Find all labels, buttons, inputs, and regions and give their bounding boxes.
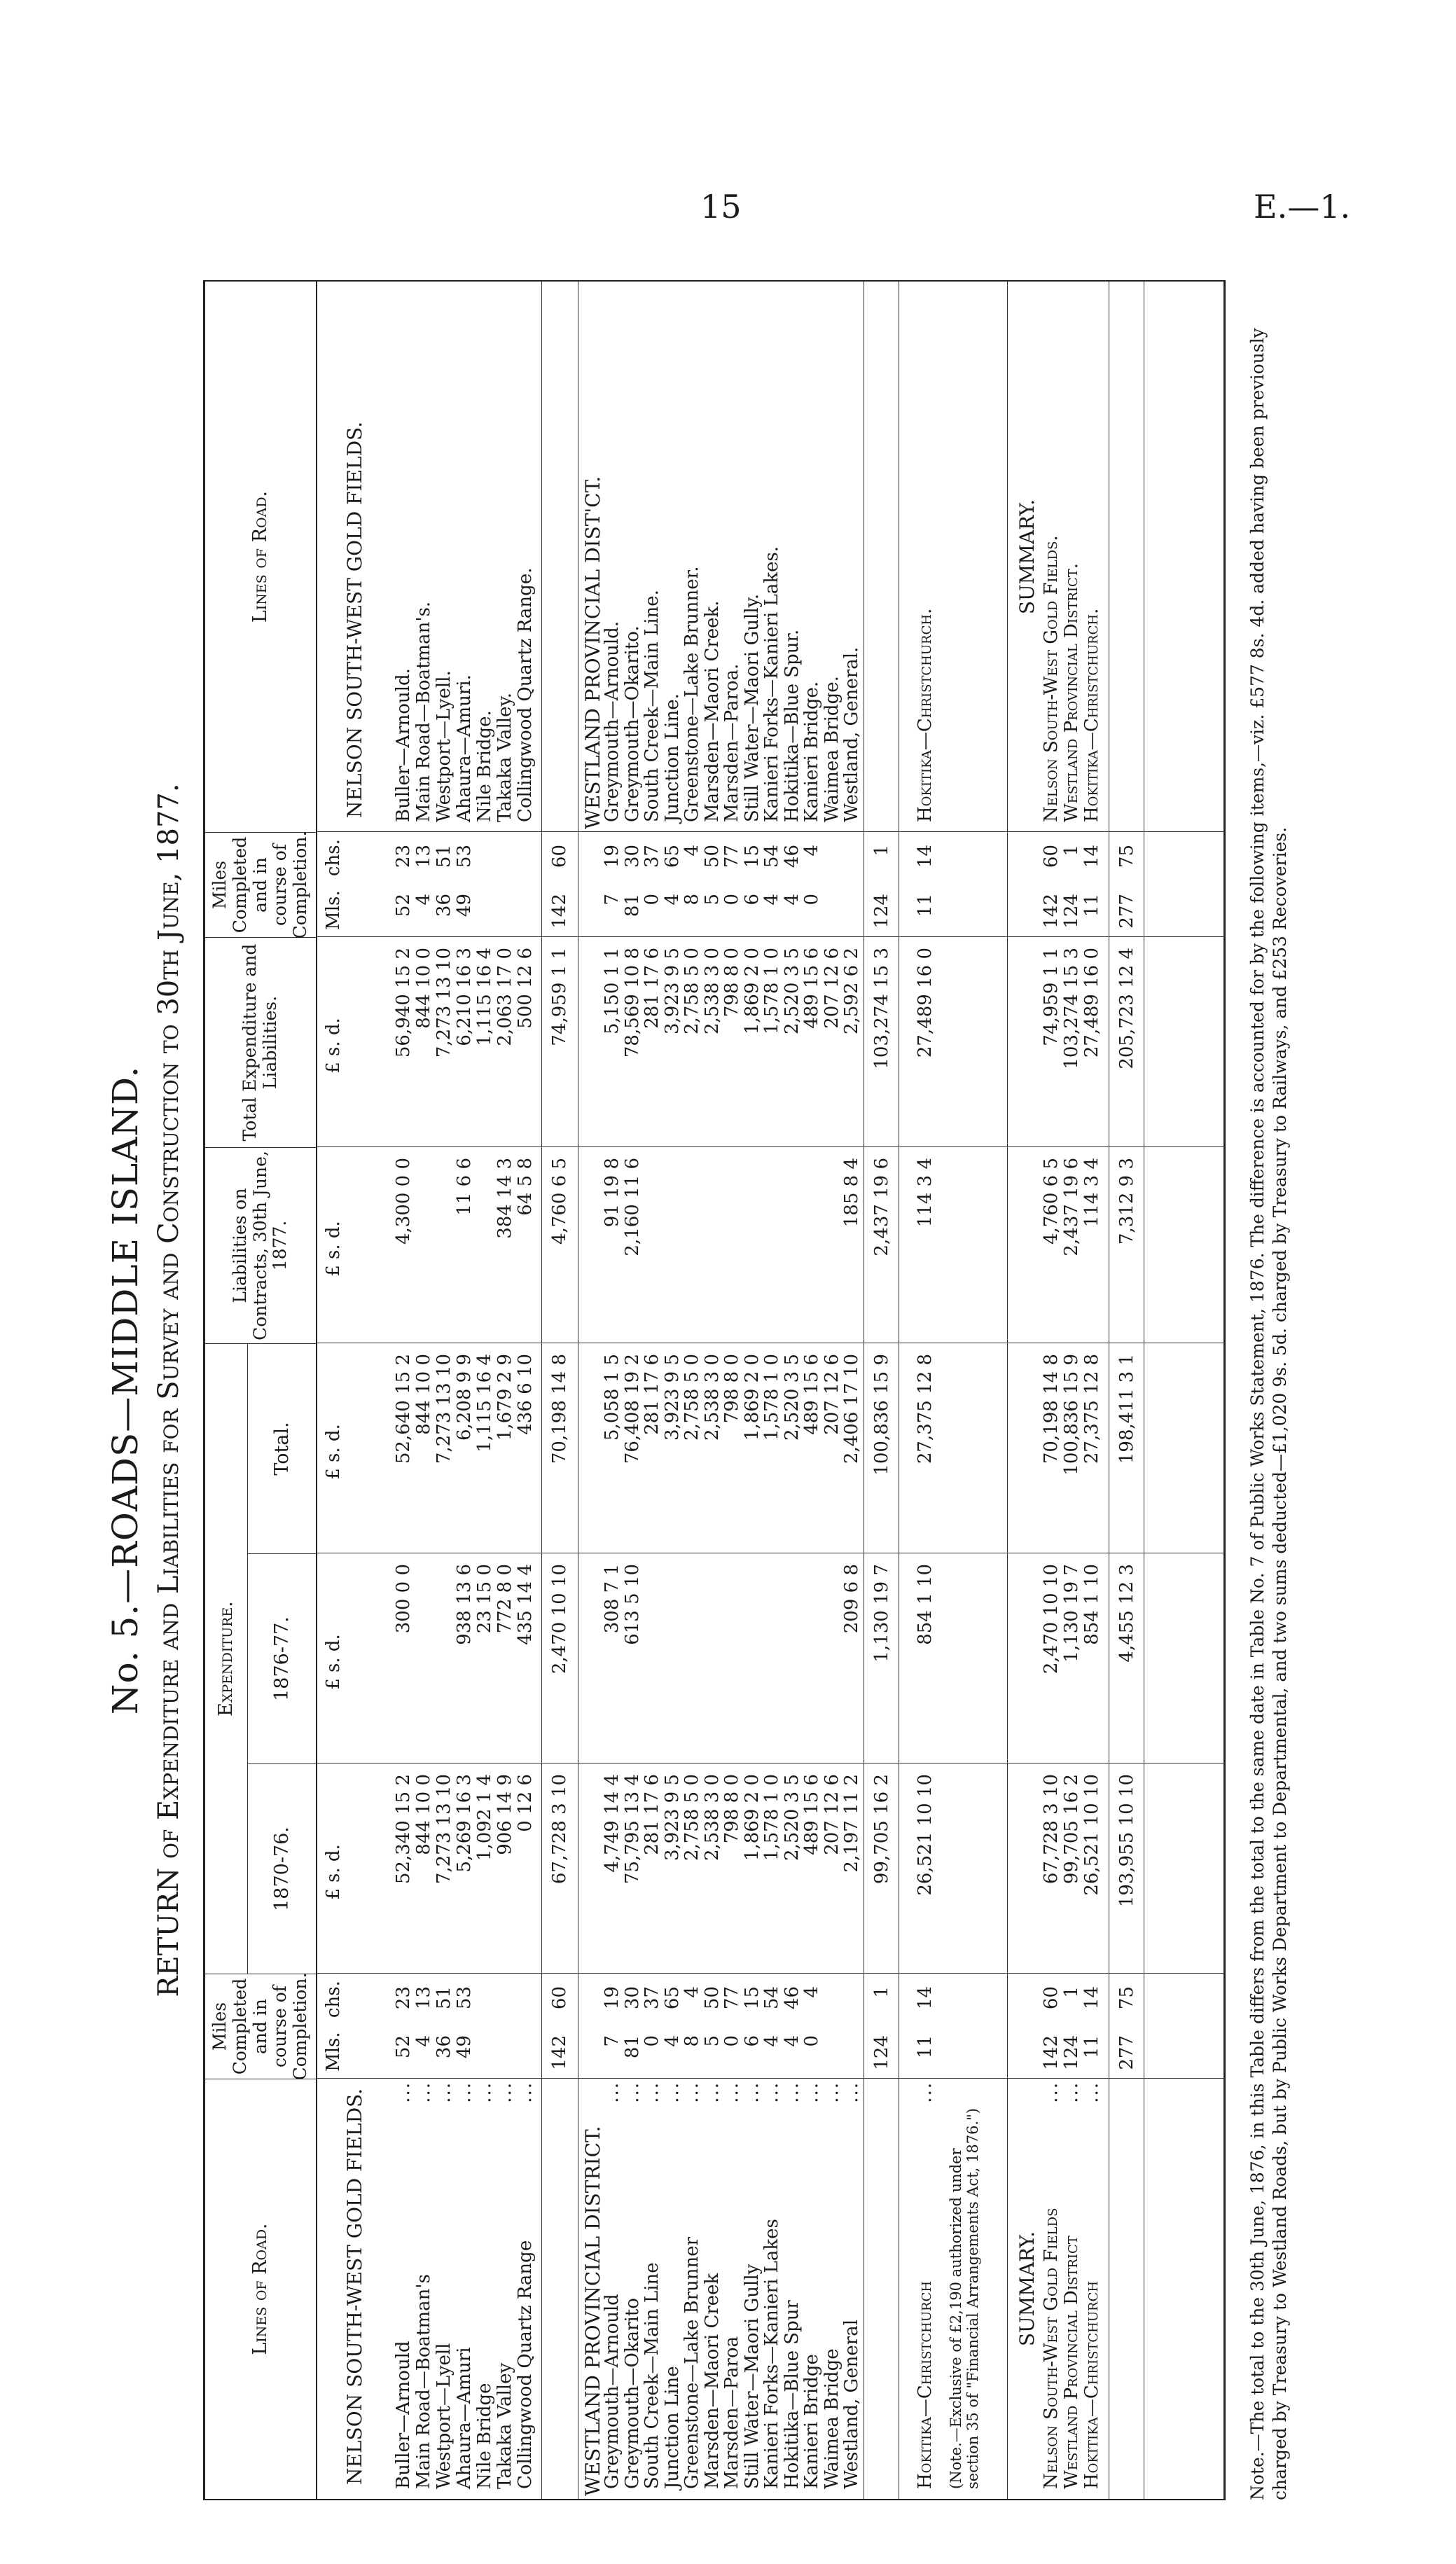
miles-right: 0: [801, 894, 822, 906]
miles: 0: [721, 2035, 742, 2047]
exp-total: 2,406 17 10: [841, 1354, 862, 1464]
chains-right: 53: [454, 845, 475, 868]
miles: 36: [434, 2035, 455, 2059]
chains-right: 75: [1116, 845, 1137, 868]
row-name: Waimea Bridge ...: [821, 2081, 843, 2489]
row-name: Collingwood Quartz Range ...: [515, 2081, 536, 2489]
table-row: [663, 282, 682, 2499]
chains-right: 14: [1081, 845, 1102, 868]
exp-total: 100,836 15 9: [871, 1354, 892, 1476]
exp-1870-76: 7,273 13 10: [434, 1774, 455, 1885]
exp-total: 6,208 9 9: [454, 1354, 475, 1441]
row-name-right: Hokitika—Christchurch.: [1081, 608, 1102, 822]
miles: 7: [602, 2035, 623, 2047]
miles-right: 5: [701, 894, 723, 906]
total-exp-liab: 1,578 1 0: [761, 948, 782, 1035]
liabilities: 2,160 11 6: [621, 1158, 643, 1256]
rotated-table-page: [98, 280, 1345, 2500]
row-name-right: South Creek—Main Line.: [642, 590, 663, 822]
exp-total: 798 8 0: [721, 1354, 742, 1424]
exp-1870-76: 75,795 13 4: [621, 1774, 643, 1885]
summary-heading-row: SUMMARY. SUMMARY.: [1015, 499, 1039, 2347]
table-row: [723, 282, 742, 2499]
exp-total: 52,640 15 2: [393, 1354, 414, 1464]
exp-total: 436 6 10: [515, 1354, 536, 1435]
chains-right: 23: [393, 845, 414, 868]
exp-1870-76: 2,758 5 0: [681, 1774, 702, 1862]
chains: 1: [1061, 1986, 1082, 1998]
page-number: 15: [700, 188, 742, 226]
exp-1870-76: 193,955 10 10: [1116, 1774, 1137, 1908]
exp-1870-76: 798 8 0: [721, 1774, 742, 1844]
chains-right: 51: [434, 845, 455, 868]
row-name-right: Greenstone—Lake Brunner.: [681, 566, 702, 822]
hokitika-note: (Note.—Exclusive of £2,190 authorized under section 35 of "Financial Arrangements Act, 1876."): [948, 2108, 981, 2489]
miles-right: 81: [621, 894, 643, 917]
exp-1876-77: 938 13 6: [454, 1564, 475, 1645]
miles-right: 6: [741, 894, 763, 906]
total-exp-liab: 489 15 6: [801, 948, 822, 1029]
row-name-right: Marsden—Maori Creek.: [701, 600, 723, 822]
table-row: [803, 282, 821, 2499]
row-name-right: Kanieri Forks—Kanieri Lakes.: [761, 546, 782, 822]
chains: 60: [549, 1986, 570, 2010]
chains: 50: [701, 1986, 723, 2010]
total-exp-liab: 500 12 6: [515, 948, 536, 1029]
exp-total: 1,869 2 0: [741, 1354, 763, 1441]
exp-1876-77: 435 14 4: [515, 1564, 536, 1645]
miles-right: 124: [871, 894, 892, 929]
miles: 142: [549, 2035, 570, 2070]
table-row: [823, 282, 842, 2499]
chains-right: 30: [621, 845, 643, 868]
miles-right: 4: [661, 894, 683, 906]
chains-right: 19: [602, 845, 623, 868]
hokitika-row: [916, 282, 935, 2499]
row-name: Westland Provincial District ...: [1061, 2081, 1082, 2489]
exp-total: 70,198 14 8: [549, 1354, 570, 1464]
exp-total: 70,198 14 8: [1041, 1354, 1062, 1464]
exp-1876-77: 4,455 12 3: [1116, 1564, 1137, 1663]
exp-1870-76: 67,728 3 10: [1041, 1774, 1062, 1885]
miles: 4: [661, 2035, 683, 2047]
row-name-right: Main Road—Boatman's.: [413, 601, 434, 822]
exp-1870-76: 281 17 6: [642, 1774, 663, 1855]
exp-total: 2,538 3 0: [701, 1354, 723, 1441]
row-name: Nelson South-West Gold Fields ...: [1041, 2081, 1062, 2489]
table-row: [643, 282, 662, 2499]
exp-1870-76: 489 15 6: [801, 1774, 822, 1855]
miles-right: 11: [1081, 894, 1102, 917]
row-name-right: Still Water—Maori Gully.: [741, 593, 763, 822]
liabilities: 114 3 4: [915, 1158, 936, 1228]
roads-table: [203, 280, 1226, 2500]
miles-right: 4: [781, 894, 803, 906]
row-name: Buller—Arnould ...: [393, 2081, 414, 2489]
exp-1870-76: 0 12 6: [515, 1774, 536, 1832]
exp-total: 2,758 5 0: [681, 1354, 702, 1441]
exp-total: 1,679 2 9: [494, 1354, 515, 1441]
chains-right: 4: [681, 845, 702, 857]
row-name-right: Marsden—Paroa.: [721, 663, 742, 822]
row-name: Main Road—Boatman's ...: [413, 2081, 434, 2489]
total-exp-liab: 27,489 16 0: [1081, 948, 1102, 1058]
chains: 46: [781, 1986, 803, 2010]
units-row: Mls. chs. £ s. d. £ s. d. £ s. d. £ s. d. £ s. d. Mls. chs.: [323, 839, 344, 2072]
liabilities: 7,312 9 3: [1116, 1158, 1137, 1245]
table-row: [415, 282, 434, 2499]
row-name: Kanieri Forks—Kanieri Lakes ...: [761, 2081, 782, 2489]
document-reference: E.—1.: [1254, 188, 1351, 226]
miles: 277: [1116, 2035, 1137, 2070]
miles: 49: [454, 2035, 475, 2059]
miles: 124: [871, 2035, 892, 2070]
miles-right: 11: [915, 894, 936, 917]
miles-right: 4: [413, 894, 434, 906]
chains: 23: [393, 1986, 414, 2010]
total-exp-liab: 5,150 1 1: [602, 948, 623, 1035]
summary-total-row: [1118, 282, 1137, 2499]
total-exp-liab: 78,569 10 8: [621, 948, 643, 1058]
header-lines-of-road-right: Lines of Road.: [249, 490, 272, 623]
row-name: Greymouth—Okarito ...: [621, 2081, 643, 2489]
miles: 142: [1041, 2035, 1062, 2070]
exp-1870-76: 26,521 10 10: [915, 1774, 936, 1896]
table-row: [843, 282, 861, 2499]
exp-total: 76,408 19 2: [621, 1354, 643, 1464]
row-name-right: Greymouth—Okarito.: [621, 625, 643, 822]
exp-total: 27,375 12 8: [915, 1354, 936, 1464]
chains-right: 4: [801, 845, 822, 857]
exp-1870-76: 99,705 16 2: [871, 1774, 892, 1885]
total-exp-liab: 281 17 6: [642, 948, 663, 1029]
exp-total: 844 10 0: [413, 1354, 434, 1435]
exp-1870-76: 1,578 1 0: [761, 1774, 782, 1862]
table-row: [683, 282, 702, 2499]
miles: 6: [741, 2035, 763, 2047]
exp-1870-76: 3,923 9 5: [661, 1774, 683, 1862]
row-name-right: Nile Bridge.: [474, 710, 495, 822]
exp-1870-76: 906 14 9: [494, 1774, 515, 1855]
liabilities: 64 5 8: [515, 1158, 536, 1216]
header-total-exp-liab: Total Expenditure and Liabilities.: [205, 937, 316, 1147]
miles-right: 36: [434, 894, 455, 917]
exp-1876-77: 2,470 10 10: [549, 1564, 570, 1675]
table-row: [394, 282, 413, 2499]
exp-1870-76: 2,197 11 2: [841, 1774, 862, 1873]
row-name-right: Collingwood Quartz Range.: [515, 567, 536, 822]
chains: 65: [661, 1986, 683, 2010]
exp-1870-76: 2,520 3 5: [781, 1774, 803, 1862]
total-exp-liab: 844 10 0: [413, 948, 434, 1029]
miles-right: 0: [642, 894, 663, 906]
exp-1870-76: 207 12 6: [821, 1774, 843, 1855]
chains: 54: [761, 1986, 782, 2010]
chains-right: 37: [642, 845, 663, 868]
exp-1876-77: 209 6 8: [841, 1564, 862, 1634]
exp-1870-76: 99,705 16 2: [1061, 1774, 1082, 1885]
header-expenditure: Expenditure.: [205, 1343, 247, 1974]
liabilities: 114 3 4: [1081, 1158, 1102, 1228]
exp-1870-76: 2,538 3 0: [701, 1774, 723, 1862]
exp-1876-77: 1,130 19 7: [871, 1564, 892, 1663]
row-name-right: Westland, General.: [841, 646, 862, 822]
exp-1870-76: 844 10 0: [413, 1774, 434, 1855]
exp-total: 27,375 12 8: [1081, 1354, 1102, 1464]
chains: 15: [741, 1986, 763, 2010]
exp-1876-77: 300 0 0: [393, 1564, 414, 1634]
exp-total: 1,578 1 0: [761, 1354, 782, 1441]
chains-right: 1: [871, 845, 892, 857]
footnote: Note.—The total to the 30th June, 1876, in this Table differs from the total to the same date in Table No. 7 of Public Works Statement, 1876. The difference is accounted for by the following items,—viz. £577 8s. 4d. added having been previously charged by Treasury to Westland Roads, but by Public Works Department to Departmental, and two sums deducted—£1,020 9s. 5d. charged by Treasury to Railways, and £253 Recoveries.: [1247, 328, 1290, 2500]
row-name: Westport—Lyell ...: [434, 2081, 455, 2489]
table-body: [317, 282, 1225, 2499]
exp-total: 7,273 13 10: [434, 1354, 455, 1464]
miles: 124: [1061, 2035, 1082, 2070]
total-exp-liab: 3,923 9 5: [661, 948, 683, 1035]
exp-total: 207 12 6: [821, 1354, 843, 1435]
exp-total: 2,520 3 5: [781, 1354, 803, 1441]
total-exp-liab: 1,115 16 4: [474, 948, 495, 1046]
header-liabilities: Liabilities on Contracts, 30th June, 1877.: [205, 1147, 316, 1343]
total-exp-liab: 2,538 3 0: [701, 948, 723, 1035]
liabilities: 4,760 6 5: [549, 1158, 570, 1245]
exp-1876-77: 23 15 0: [474, 1564, 495, 1634]
exp-1876-77: 1,130 19 7: [1061, 1564, 1082, 1663]
chains-right: 77: [721, 845, 742, 868]
total-exp-liab: 2,592 6 2: [841, 948, 862, 1035]
row-name-right: Greymouth—Arnould.: [602, 621, 623, 822]
row-name-right: Ahaura—Amuri.: [454, 674, 475, 822]
miles: 4: [761, 2035, 782, 2047]
chains: 51: [434, 1986, 455, 2010]
row-name-right: Waimea Bridge.: [821, 676, 843, 822]
header-miles-completed-right: Miles Completed and in course of Completion.: [205, 832, 316, 937]
miles: 0: [642, 2035, 663, 2047]
row-name: Hokitika—Blue Spur ...: [781, 2081, 803, 2489]
row-name-right: Nelson South-West Gold Fields.: [1041, 535, 1062, 822]
exp-1870-76: 1,869 2 0: [741, 1774, 763, 1862]
chains-right: 60: [1041, 845, 1062, 868]
row-name: Still Water—Maori Gully ...: [741, 2081, 763, 2489]
table-row: [783, 282, 802, 2499]
row-name: Westland, General ...: [841, 2081, 862, 2489]
header-miles-completed: Miles Completed and in course of Completion.: [205, 1974, 316, 2079]
chains: 75: [1116, 1986, 1137, 2010]
exp-total: 281 17 6: [642, 1354, 663, 1435]
table-header: [205, 282, 317, 2499]
chains-right: 50: [701, 845, 723, 868]
total-exp-liab: 6,210 16 3: [454, 948, 475, 1046]
miles: 4: [781, 2035, 803, 2047]
total-exp-liab: 7,273 13 10: [434, 948, 455, 1058]
exp-1870-76: 67,728 3 10: [549, 1774, 570, 1885]
row-name-right: Hokitika—Blue Spur.: [781, 629, 803, 822]
total-exp-liab: 74,959 1 1: [1041, 948, 1062, 1046]
exp-total: 489 15 6: [801, 1354, 822, 1435]
chains-right: 65: [661, 845, 683, 868]
row-name: Junction Line ...: [661, 2081, 683, 2489]
liabilities: 2,437 19 6: [871, 1158, 892, 1256]
total-exp-liab: 2,758 5 0: [681, 948, 702, 1035]
chains-right: 46: [781, 845, 803, 868]
total-exp-liab: 2,063 17 0: [494, 948, 515, 1046]
chains: 60: [1041, 1986, 1062, 2010]
chains: 1: [871, 1986, 892, 1998]
exp-1876-77: 2,470 10 10: [1041, 1564, 1062, 1675]
chains-right: 15: [741, 845, 763, 868]
nelson-total-row: [550, 282, 569, 2499]
miles-right: 8: [681, 894, 702, 906]
liabilities: 384 14 3: [494, 1158, 515, 1239]
row-name: Greenstone—Lake Brunner ...: [681, 2081, 702, 2489]
header-total: Total.: [247, 1343, 316, 1553]
total-exp-liab: 1,869 2 0: [741, 948, 763, 1035]
summary-row: [1042, 282, 1061, 2499]
chains: 13: [413, 1986, 434, 2010]
table-row: [496, 282, 515, 2499]
table-row: [743, 282, 762, 2499]
exp-total: 3,923 9 5: [661, 1354, 683, 1441]
total-exp-liab: 207 12 6: [821, 948, 843, 1029]
total-exp-liab: 103,274 15 3: [1061, 948, 1082, 1069]
miles: 5: [701, 2035, 723, 2047]
chains-right: 14: [915, 845, 936, 868]
row-name: Takaka Valley ...: [494, 2081, 515, 2489]
liabilities: 185 8 4: [841, 1158, 862, 1228]
liabilities: 2,437 19 6: [1061, 1158, 1082, 1256]
chains-right: 60: [549, 845, 570, 868]
miles-right: 277: [1116, 894, 1137, 929]
miles-right: 52: [393, 894, 414, 917]
miles-right: 4: [761, 894, 782, 906]
total-exp-liab: 56,940 15 2: [393, 948, 414, 1058]
exp-1870-76: 5,269 16 3: [454, 1774, 475, 1873]
chains: 14: [915, 1986, 936, 2010]
exp-1870-76: 4,749 14 4: [602, 1774, 623, 1873]
chains: 4: [801, 1986, 822, 1998]
row-name: Marsden—Maori Creek ...: [701, 2081, 723, 2489]
chains: 4: [681, 1986, 702, 1998]
miles: 11: [915, 2035, 936, 2059]
miles: 0: [801, 2035, 822, 2047]
nelson-heading-row: NELSON SOUTH-WEST GOLD FIELDS. NELSON SOUTH-WEST GOLD FIELDS.: [343, 421, 366, 2485]
chains-right: 54: [761, 845, 782, 868]
table-row: [476, 282, 494, 2499]
row-name-right: Hokitika—Christchurch.: [915, 608, 936, 822]
miles-right: 124: [1061, 894, 1082, 929]
miles-right: 0: [721, 894, 742, 906]
chains: 77: [721, 1986, 742, 2010]
liabilities: 91 19 8: [602, 1158, 623, 1228]
miles: 11: [1081, 2035, 1102, 2059]
table-row: [623, 282, 642, 2499]
row-name: Ahaura—Amuri ...: [454, 2081, 475, 2489]
total-exp-liab: 27,489 16 0: [915, 948, 936, 1058]
miles: 81: [621, 2035, 643, 2059]
header-1876-77: 1876-77.: [247, 1553, 316, 1763]
chains: 14: [1081, 1986, 1102, 2010]
table-row: [455, 282, 474, 2499]
exp-1876-77: 772 8 0: [494, 1564, 515, 1634]
miles-right: 49: [454, 894, 475, 917]
row-name: Nile Bridge ...: [474, 2081, 495, 2489]
exp-total: 100,836 15 9: [1061, 1354, 1082, 1476]
exp-1876-77: 308 7 1: [602, 1564, 623, 1634]
table-row: [603, 282, 622, 2499]
chains-right: 1: [1061, 845, 1082, 857]
header-1870-76: 1870-76.: [247, 1763, 316, 1974]
row-name-right: Westland Provincial District.: [1061, 562, 1082, 822]
exp-1876-77: 613 5 10: [621, 1564, 643, 1645]
table-row: [763, 282, 782, 2499]
exp-total: 5,058 1 5: [602, 1354, 623, 1441]
chains: 30: [621, 1986, 643, 2010]
row-name: South Creek—Main Line ...: [642, 2081, 663, 2489]
row-name-right: Buller—Arnould.: [393, 668, 414, 822]
exp-1870-76: 26,521 10 10: [1081, 1774, 1102, 1896]
miles: 8: [681, 2035, 702, 2047]
row-name-right: Westport—Lyell.: [434, 670, 455, 822]
table-title: No. 5.—ROADS—MIDDLE ISLAND.: [105, 1065, 146, 1715]
row-name-right: Takaka Valley.: [494, 692, 515, 822]
miles-right: 7: [602, 894, 623, 906]
row-name-right: Junction Line.: [661, 693, 683, 822]
row-name: Hokitika—Christchurch ...: [915, 2081, 936, 2489]
liabilities: 11 6 6: [454, 1158, 475, 1216]
exp-total: 198,411 3 1: [1116, 1354, 1137, 1464]
chains: 53: [454, 1986, 475, 2010]
miles: 52: [393, 2035, 414, 2059]
header-lines-of-road: Lines of Road.: [205, 2079, 316, 2499]
liabilities: 4,300 0 0: [393, 1158, 414, 1245]
exp-1876-77: 854 1 10: [1081, 1564, 1102, 1645]
table-subtitle: RETURN of Expenditure and Liabilities for Survey and Construction to 30th June, 1877.: [153, 783, 185, 1997]
summary-row: [1083, 282, 1102, 2499]
miles-right: 142: [1041, 894, 1062, 929]
row-name: Kanieri Bridge ...: [801, 2081, 822, 2489]
total-exp-liab: 798 8 0: [721, 948, 742, 1018]
exp-1870-76: 52,340 15 2: [393, 1774, 414, 1885]
total-exp-liab: 74,959 1 1: [549, 948, 570, 1046]
table-row: [435, 282, 454, 2499]
miles: 4: [413, 2035, 434, 2047]
miles-right: 142: [549, 894, 570, 929]
row-name: Marsden—Paroa ...: [721, 2081, 742, 2489]
exp-1876-77: 854 1 10: [915, 1564, 936, 1645]
total-exp-liab: 103,274 15 3: [871, 948, 892, 1069]
table-row: [703, 282, 722, 2499]
chains: 19: [602, 1986, 623, 2010]
exp-1870-76: 1,092 1 4: [474, 1774, 495, 1862]
row-name-right: Kanieri Bridge.: [801, 681, 822, 822]
row-name: Hokitika—Christchurch ...: [1081, 2081, 1102, 2489]
total-exp-liab: 205,723 12 4: [1116, 948, 1137, 1069]
liabilities: 4,760 6 5: [1041, 1158, 1062, 1245]
chains-right: 13: [413, 845, 434, 868]
total-exp-liab: 2,520 3 5: [781, 948, 803, 1035]
chains: 37: [642, 1986, 663, 2010]
row-name: Greymouth—Arnould ...: [602, 2081, 623, 2489]
exp-total: 1,115 16 4: [474, 1354, 495, 1453]
summary-row: [1062, 282, 1081, 2499]
westland-heading-row: WESTLAND PROVINCIAL DISTRICT. WESTLAND PROVINCIAL DIST'CT.: [581, 476, 604, 2496]
table-row: [516, 282, 535, 2499]
westland-total-row: [873, 282, 892, 2499]
